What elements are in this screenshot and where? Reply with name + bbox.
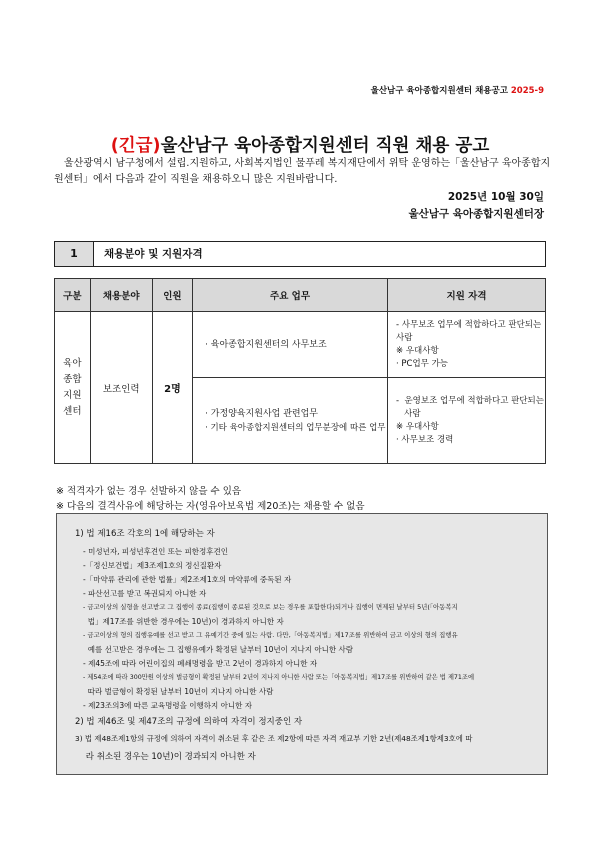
note-disqualification: ※ 다음의 결격사유에 해당하는 자(영유아보육법 제20조)는 채용할 수 없음 — [56, 501, 365, 512]
disq-subitem: - 금고이상의 형의 집행유예를 선고 받고 그 유예기간 중에 있는 사람. 다만,「아동복지법」제17조를 위반하여 금고 이상의 형의 집행유 — [83, 631, 458, 639]
qual-item: ※ 우대사항 — [396, 421, 439, 432]
notice-number: 2025-9 — [510, 86, 544, 96]
disq-subitem: 법」제17조를 위반한 경우에는 10년)이 경과하지 아니한 자 — [83, 617, 284, 626]
disq-subitem: - 제23조의3에 따른 교육명령을 이행하지 아니한 자 — [83, 701, 252, 710]
notice-reference-text: 울산남구 육아종합지원센터 채용공고 — [370, 86, 508, 96]
disq-subitem: - 제54조에 따라 300만원 이상의 벌금형이 확정된 날부터 2년이 지나지 아니한 사람 또는「아동복지법」제17조를 위반하여 같은 법 제71조에 — [83, 674, 475, 681]
disq-subitem: 따라 벌금형이 확정된 날부터 10년이 지나지 아니한 사람 — [83, 687, 274, 696]
title-text: 울산남구 육아종합지원센터 직원 채용 공고 — [160, 136, 490, 156]
disq-subitem: - 제45조에 따라 어린이집의 폐쇄명령을 받고 2년이 경과하지 아니한 자 — [83, 659, 318, 668]
recruitment-table — [54, 278, 546, 464]
header-count: 인원 — [152, 279, 192, 312]
disq-item-3-cont: 라 취소된 경우는 10년)이 경과되지 아니한 자 — [75, 752, 256, 762]
notice-reference — [371, 84, 544, 96]
qualifications-cell — [388, 378, 546, 464]
duty-item: · 육아종합지원센터의 사무보조 — [205, 339, 327, 350]
intro-paragraph: 울산광역시 남구청에서 설립.지원하고, 사회복지법인 물푸레 복지재단에서 위탁 운영하는「울산남구 육아종합지원센터」에서 다음과 같이 직원을 채용하오니 많은 지원바랍니다. — [54, 158, 551, 185]
section-number: 1 — [55, 242, 94, 266]
qual-item: 사람 — [396, 408, 421, 419]
category-cell: 육아 종합 지원 센터 — [55, 312, 91, 464]
disq-subitem: -「정신보건법」제3조제1호의 정신질환자 — [83, 561, 222, 570]
qualifications-cell — [388, 312, 546, 378]
disq-subitem: - 미성년자, 피성년후견인 또는 피한정후견인 — [83, 547, 229, 556]
issuer: 울산남구 육아종합지원센터장 — [408, 208, 544, 220]
duties-cell — [193, 378, 388, 464]
count-cell: 2명 — [152, 312, 192, 464]
qual-item: - 운영보조 업무에 적합하다고 판단되는 — [396, 395, 544, 406]
qual-item: · 사무보조 경력 — [396, 434, 454, 445]
disq-item-3: 3) 법 제48조제1항의 규정에 의하여 자격이 취소된 후 같은 조 제2항에 따른 자격 재교부 기한 2년(제48조제1항제3호에 따 — [75, 734, 473, 743]
header-field: 채용분야 — [90, 279, 152, 312]
page-title — [0, 132, 600, 157]
disq-item-2: 2) 법 제46조 및 제47조의 규정에 의하여 자격이 정지중인 자 — [75, 717, 303, 727]
section-title: 채용분야 및 지원자격 — [104, 248, 203, 260]
table-row — [55, 312, 546, 378]
disqualification-box — [56, 513, 548, 775]
duty-item: · 가정양육지원사업 관련업무 — [205, 408, 318, 419]
qual-item: ※ 우대사항 — [396, 345, 439, 356]
field-cell: 보조인력 — [90, 312, 152, 464]
header-qualifications: 지원 자격 — [388, 279, 546, 312]
disq-subitem: - 금고이상의 실형을 선고받고 그 집행이 종료(집행이 종료된 것으로 보는 경우를 포함한다)되거나 집행이 면제된 날부터 5년(「아동복지 — [83, 603, 458, 611]
header-category: 구분 — [55, 279, 91, 312]
header-duties: 주요 업무 — [193, 279, 388, 312]
disq-item-1: 1) 법 제16조 각호의 1에 해당하는 자 — [75, 529, 215, 539]
notice-date: 2025년 10월 30일 — [447, 191, 544, 203]
section-heading — [54, 241, 546, 267]
qual-item: · PC업무 가능 — [396, 358, 449, 369]
note-no-candidate: ※ 적격자가 없는 경우 선발하지 않을 수 있음 — [56, 486, 242, 497]
duty-item: · 기타 육아종합지원센터의 업무분장에 따른 업무 — [205, 422, 386, 433]
disq-subitem: 예를 선고받은 경우에는 그 집행유예가 확정된 날부터 10년이 지나지 아니한 사람 — [83, 645, 353, 654]
qual-item: - 사무보조 업무에 적합하다고 판단되는 사람 — [396, 319, 542, 343]
disq-subitem: -「마약류 관리에 관한 법률」제2조제1호의 마약류에 중독된 자 — [83, 575, 292, 584]
urgent-label: (긴급) — [110, 136, 161, 156]
disq-subitem: - 파산선고를 받고 복권되지 아니한 자 — [83, 589, 207, 598]
duties-cell — [193, 312, 388, 378]
table-header-row — [55, 279, 546, 312]
